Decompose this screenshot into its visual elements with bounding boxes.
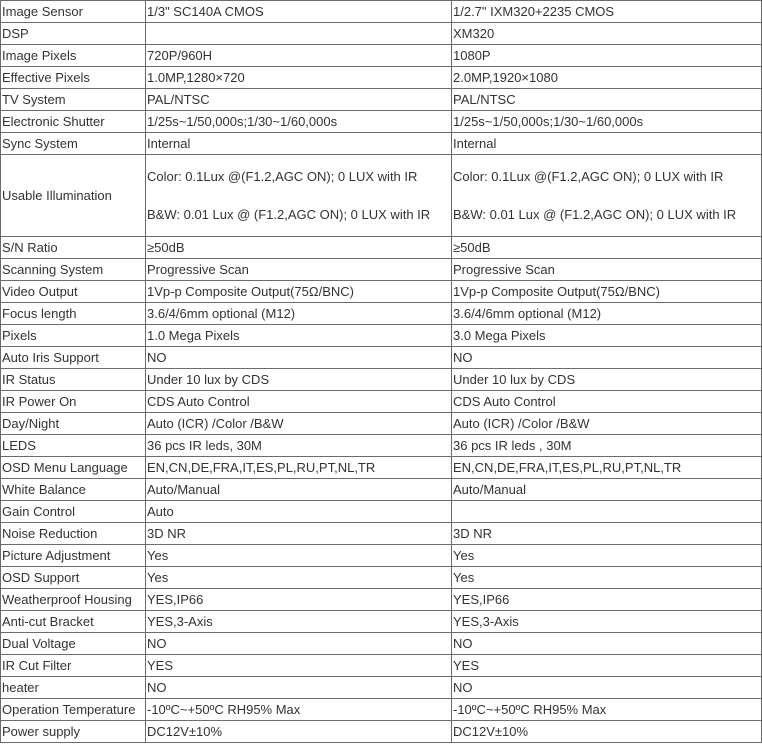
table-row bbox=[1, 369, 762, 391]
model-b-value: NO bbox=[452, 677, 762, 699]
table-row bbox=[1, 567, 762, 589]
row-label: White Balance bbox=[1, 479, 146, 501]
table-row bbox=[1, 435, 762, 457]
table-row bbox=[1, 677, 762, 699]
model-b-value: Progressive Scan bbox=[452, 259, 762, 281]
table-row bbox=[1, 347, 762, 369]
table-row bbox=[1, 281, 762, 303]
row-label: Operation Temperature bbox=[1, 699, 146, 721]
model-a-value: Under 10 lux by CDS bbox=[146, 369, 452, 391]
model-a-value: YES,3-Axis bbox=[146, 611, 452, 633]
model-a-value: Auto (ICR) /Color /B&W bbox=[146, 413, 452, 435]
row-label: Scanning System bbox=[1, 259, 146, 281]
model-a-value bbox=[146, 155, 452, 237]
model-b-value: 3.6/4/6mm optional (M12) bbox=[452, 303, 762, 325]
color-illumination: Color: 0.1Lux @(F1.2,AGC ON); 0 LUX with IR bbox=[453, 168, 724, 184]
model-a-value: 36 pcs IR leds, 30M bbox=[146, 435, 452, 457]
model-a-value: 3D NR bbox=[146, 523, 452, 545]
model-b-value: PAL/NTSC bbox=[452, 89, 762, 111]
row-label: Auto Iris Support bbox=[1, 347, 146, 369]
model-a-value bbox=[146, 23, 452, 45]
table-row bbox=[1, 89, 762, 111]
table-row bbox=[1, 23, 762, 45]
table-row bbox=[1, 501, 762, 523]
model-b-value: Yes bbox=[452, 545, 762, 567]
table-row bbox=[1, 325, 762, 347]
model-b-value: 3.0 Mega Pixels bbox=[452, 325, 762, 347]
bw-illumination: B&W: 0.01 Lux @ (F1.2,AGC ON); 0 LUX with IR bbox=[147, 206, 431, 222]
row-label: Sync System bbox=[1, 133, 146, 155]
model-a-value: CDS Auto Control bbox=[146, 391, 452, 413]
row-label: Focus length bbox=[1, 303, 146, 325]
model-a-value: NO bbox=[146, 633, 452, 655]
model-a-value: -10ºC~+50ºC RH95% Max bbox=[146, 699, 452, 721]
model-a-value: Yes bbox=[146, 567, 452, 589]
model-a-value: PAL/NTSC bbox=[146, 89, 452, 111]
row-label: Pixels bbox=[1, 325, 146, 347]
model-a-value: 1/25s~1/50,000s;1/30~1/60,000s bbox=[146, 111, 452, 133]
row-label: Electronic Shutter bbox=[1, 111, 146, 133]
row-label: S/N Ratio bbox=[1, 237, 146, 259]
row-label: Anti-cut Bracket bbox=[1, 611, 146, 633]
model-b-value: 3D NR bbox=[452, 523, 762, 545]
model-b-value: Yes bbox=[452, 567, 762, 589]
model-b-value: EN,CN,DE,FRA,IT,ES,PL,RU,PT,NL,TR bbox=[452, 457, 762, 479]
model-b-value bbox=[452, 501, 762, 523]
row-label: Video Output bbox=[1, 281, 146, 303]
table-row bbox=[1, 699, 762, 721]
model-b-value: 1080P bbox=[452, 45, 762, 67]
model-b-value: YES,3-Axis bbox=[452, 611, 762, 633]
table-row bbox=[1, 45, 762, 67]
color-illumination: Color: 0.1Lux @(F1.2,AGC ON); 0 LUX with IR bbox=[147, 168, 418, 184]
table-row bbox=[1, 655, 762, 677]
model-a-value: Auto/Manual bbox=[146, 479, 452, 501]
row-label: IR Status bbox=[1, 369, 146, 391]
model-a-value: YES bbox=[146, 655, 452, 677]
row-label: Effective Pixels bbox=[1, 67, 146, 89]
table-row bbox=[1, 721, 762, 743]
table-row bbox=[1, 633, 762, 655]
row-label: heater bbox=[1, 677, 146, 699]
model-b-value: 1Vp-p Composite Output(75Ω/BNC) bbox=[452, 281, 762, 303]
model-a-value: Auto bbox=[146, 501, 452, 523]
row-label: Dual Voltage bbox=[1, 633, 146, 655]
model-b-value: Internal bbox=[452, 133, 762, 155]
row-label: Image Pixels bbox=[1, 45, 146, 67]
table-row bbox=[1, 589, 762, 611]
model-a-value: 1/3" SC140A CMOS bbox=[146, 1, 452, 23]
model-b-value: CDS Auto Control bbox=[452, 391, 762, 413]
model-a-value: NO bbox=[146, 677, 452, 699]
model-a-value: NO bbox=[146, 347, 452, 369]
model-a-value: DC12V±10% bbox=[146, 721, 452, 743]
row-label: Day/Night bbox=[1, 413, 146, 435]
row-label: Noise Reduction bbox=[1, 523, 146, 545]
row-label: Weatherproof Housing bbox=[1, 589, 146, 611]
model-a-value: EN,CN,DE,FRA,IT,ES,PL,RU,PT,NL,TR bbox=[146, 457, 452, 479]
row-label: LEDS bbox=[1, 435, 146, 457]
table-row bbox=[1, 111, 762, 133]
row-label: OSD Support bbox=[1, 567, 146, 589]
row-label: DSP bbox=[1, 23, 146, 45]
table-row bbox=[1, 1, 762, 23]
table-row bbox=[1, 67, 762, 89]
model-b-value: Under 10 lux by CDS bbox=[452, 369, 762, 391]
table-row bbox=[1, 611, 762, 633]
table-row bbox=[1, 457, 762, 479]
model-a-value: ≥50dB bbox=[146, 237, 452, 259]
model-b-value bbox=[452, 155, 762, 237]
model-b-value: YES bbox=[452, 655, 762, 677]
model-b-value: Auto/Manual bbox=[452, 479, 762, 501]
table-row bbox=[1, 237, 762, 259]
bw-illumination: B&W: 0.01 Lux @ (F1.2,AGC ON); 0 LUX with IR bbox=[453, 206, 737, 222]
row-label: TV System bbox=[1, 89, 146, 111]
model-a-value: Internal bbox=[146, 133, 452, 155]
row-label: Gain Control bbox=[1, 501, 146, 523]
table-row bbox=[1, 391, 762, 413]
row-label: IR Power On bbox=[1, 391, 146, 413]
model-b-value: YES,IP66 bbox=[452, 589, 762, 611]
row-label: IR Cut Filter bbox=[1, 655, 146, 677]
row-label: Image Sensor bbox=[1, 1, 146, 23]
row-label: Power supply bbox=[1, 721, 146, 743]
table-row bbox=[1, 303, 762, 325]
model-b-value: DC12V±10% bbox=[452, 721, 762, 743]
model-a-value: 3.6/4/6mm optional (M12) bbox=[146, 303, 452, 325]
model-a-value: 1.0MP,1280×720 bbox=[146, 67, 452, 89]
model-b-value: -10ºC~+50ºC RH95% Max bbox=[452, 699, 762, 721]
table-row bbox=[1, 259, 762, 281]
table-row bbox=[1, 523, 762, 545]
table-row bbox=[1, 413, 762, 435]
model-b-value: NO bbox=[452, 347, 762, 369]
model-a-value: YES,IP66 bbox=[146, 589, 452, 611]
model-b-value: 36 pcs IR leds , 30M bbox=[452, 435, 762, 457]
table-row bbox=[1, 133, 762, 155]
model-a-value: Progressive Scan bbox=[146, 259, 452, 281]
model-a-value: 1.0 Mega Pixels bbox=[146, 325, 452, 347]
table-row bbox=[1, 155, 762, 237]
table-row bbox=[1, 545, 762, 567]
model-b-value: ≥50dB bbox=[452, 237, 762, 259]
model-b-value: NO bbox=[452, 633, 762, 655]
model-a-value: 720P/960H bbox=[146, 45, 452, 67]
model-a-value: Yes bbox=[146, 545, 452, 567]
table-row bbox=[1, 479, 762, 501]
model-a-value: 1Vp-p Composite Output(75Ω/BNC) bbox=[146, 281, 452, 303]
model-b-value: 1/25s~1/50,000s;1/30~1/60,000s bbox=[452, 111, 762, 133]
model-b-value: XM320 bbox=[452, 23, 762, 45]
row-label: OSD Menu Language bbox=[1, 457, 146, 479]
row-label: Picture Adjustment bbox=[1, 545, 146, 567]
row-label: Usable Illumination bbox=[1, 155, 146, 237]
model-b-value: 2.0MP,1920×1080 bbox=[452, 67, 762, 89]
model-b-value: Auto (ICR) /Color /B&W bbox=[452, 413, 762, 435]
model-b-value: 1/2.7" IXM320+2235 CMOS bbox=[452, 1, 762, 23]
